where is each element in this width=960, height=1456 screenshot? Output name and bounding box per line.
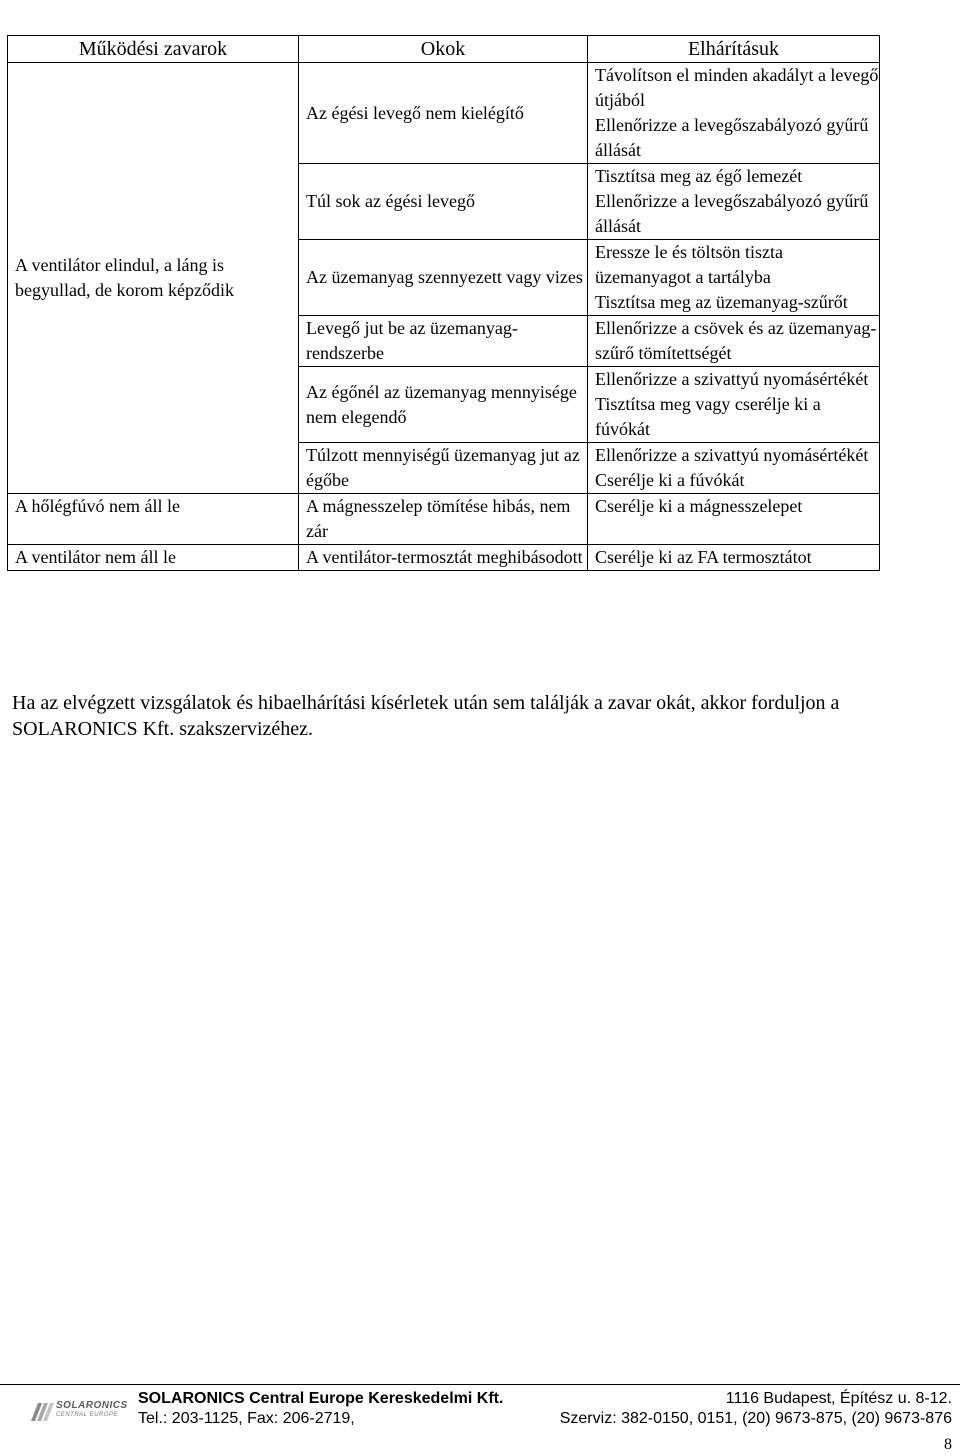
remedy-cell (588, 63, 880, 164)
remedy-item: Cserélje ki a mágnesszelepet (595, 496, 803, 516)
remedy-cell (588, 494, 880, 545)
table-row (8, 545, 880, 571)
remedy-item: Tisztítsa meg vagy cserélje ki a fúvókát (595, 394, 821, 439)
footer-company: SOLARONICS Central Europe Kereskedelmi Kft. (138, 1390, 504, 1407)
footer-service: Szerviz: 382-0150, 0151, (20) 9673-875, (20) 9673-876 (559, 1410, 952, 1427)
troubleshooting-table (7, 35, 880, 571)
remedy-cell (588, 443, 880, 494)
cause-cell: Az égőnél az üzemanyag mennyisége nem elegendő (299, 367, 588, 443)
page-number: 8 (944, 1436, 952, 1453)
remedy-cell (588, 240, 880, 316)
remedy-item: Tisztítsa meg az üzemanyag-szűrőt (595, 292, 848, 312)
service-note: Ha az elvégzett vizsgálatok és hibaelhárítási kísérletek után sem találják a zavar okát, akkor forduljon a SOLARONICS Kft. szakszervizéhez. (12, 692, 840, 740)
table-row (8, 494, 880, 545)
header-faults: Működési zavarok (8, 36, 299, 63)
fault-cell: A hőlégfúvó nem áll le (8, 494, 299, 545)
cause-cell: Túl sok az égési levegő (299, 164, 588, 240)
remedy-item: Ellenőrizze a szivattyú nyomásértékét (595, 369, 869, 389)
remedy-item: Ellenőrizze a levegőszabályozó gyűrű állását (595, 115, 869, 160)
header-remedies: Elhárításuk (588, 36, 880, 63)
remedy-item: Távolítson el minden akadályt a levegő útjából (595, 65, 879, 110)
remedy-cell (588, 316, 880, 367)
page-footer (0, 1384, 960, 1456)
logo-subtitle: CENTRAL EUROPE (56, 1412, 118, 1418)
logo-name: SOLARONICS (56, 1400, 128, 1411)
remedy-item: Ellenőrizze a levegőszabályozó gyűrű állását (595, 191, 869, 236)
fault-cell: A ventilátor elindul, a láng is begyullad, de korom képződik (8, 63, 299, 494)
fault-cell: A ventilátor nem áll le (8, 545, 299, 571)
table-header-row (8, 36, 880, 63)
remedy-item: Cserélje ki az FA termosztátot (595, 547, 812, 567)
cause-cell: Az égési levegő nem kielégítő (299, 63, 588, 164)
footer-phone: Tel.: 203-1125, Fax: 206-2719, (138, 1410, 355, 1427)
cause-cell: Az üzemanyag szennyezett vagy vizes (299, 240, 588, 316)
remedy-item: Cserélje ki a fúvókát (595, 470, 745, 490)
cause-cell: Túlzott mennyiségű üzemanyag jut az égőbe (299, 443, 588, 494)
table-row (8, 63, 880, 164)
cause-cell: A mágnesszelep tömítése hibás, nem zár (299, 494, 588, 545)
remedy-cell (588, 545, 880, 571)
remedy-cell (588, 367, 880, 443)
remedy-cell (588, 164, 880, 240)
header-causes: Okok (299, 36, 588, 63)
remedy-item: Eressze le és töltsön tiszta üzemanyagot a tartályba (595, 242, 783, 287)
logo-mark-icon (28, 1399, 56, 1425)
cause-cell: Levegő jut be az üzemanyag-rendszerbe (299, 316, 588, 367)
footer-address: 1116 Budapest, Építész u. 8-12. (725, 1390, 952, 1407)
solaronics-logo (28, 1399, 133, 1425)
remedy-item: Tisztítsa meg az égő lemezét (595, 166, 803, 186)
cause-cell: A ventilátor-termosztát meghibásodott (299, 545, 588, 571)
remedy-item: Ellenőrizze a csövek és az üzemanyag-szűrő tömítettségét (595, 318, 877, 363)
remedy-item: Ellenőrizze a szivattyú nyomásértékét (595, 445, 869, 465)
